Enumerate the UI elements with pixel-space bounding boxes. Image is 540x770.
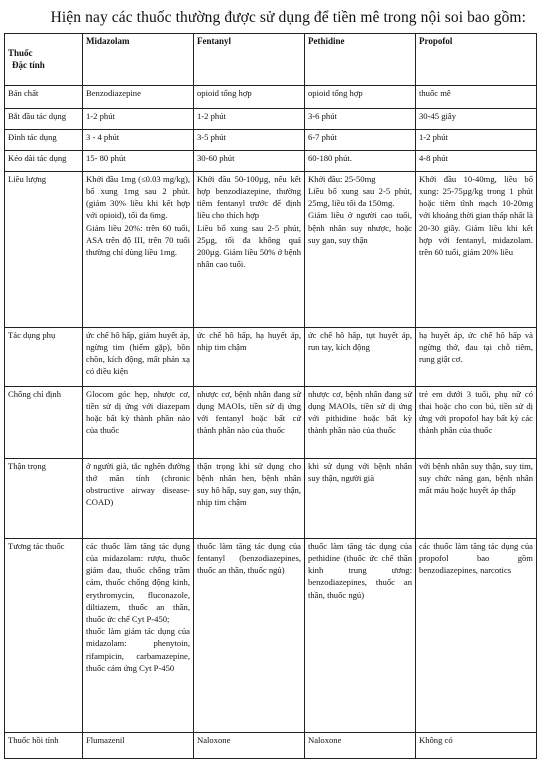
row-label: Bản chất: [5, 85, 83, 108]
table-cell: thuốc mê: [416, 85, 537, 108]
table-cell: 3-5 phút: [194, 129, 305, 150]
table-cell: các thuốc làm tăng tác dụng của midazolam: rượu, thuốc giảm đau, thuốc chống trầm cảm, thuốc chống động kinh, erythromycin, fluconazole, diltiazem, thuốc an thần, thuốc ức chế Cyt P-450; thuốc làm giảm tác dụng của midazolam: phenytoin, rifampicin, carbamazepine, thuốc cảm ứng Cyt P-450: [83, 538, 194, 732]
table-row: [5, 458, 537, 538]
table-cell: Flumazenil: [83, 732, 194, 758]
header-propofol: Propofol: [416, 34, 537, 86]
table-cell: hạ huyết áp, ức chế hô hấp và ngừng thở, đau tại chỗ tiêm, rung giật cơ.: [416, 327, 537, 386]
row-label: Đỉnh tác dụng: [5, 129, 83, 150]
row-label: Chống chỉ định: [5, 386, 83, 458]
table-cell: 1-2 phút: [194, 108, 305, 129]
table-cell: khi sử dụng với bệnh nhân suy thận, người già: [305, 458, 416, 538]
table-cell: ở người già, tắc nghẽn đường thở mãn tính (chronic obstructive airway disease- COAD): [83, 458, 194, 538]
table-row: [5, 150, 537, 171]
row-label: Thận trọng: [5, 458, 83, 538]
table-cell: nhược cơ, bệnh nhân đang sử dụng MAOIs, tiền sử dị ứng với pithidine hoặc bất kỳ thành phần nào của thuốc: [305, 386, 416, 458]
table-cell: Khởi đầu 10-40mg, liều bổ xung: 25-75µg/kg trong 1 phút hoặc tiêm tĩnh mạch 10-20mg với khoảng thời gian thấp nhất là 20-30 giây. Giảm liều khi kết hợp với fentanyl, midazolam. trên 60 tuổi, giảm 20% liều: [416, 171, 537, 327]
table-cell: thuốc làm tăng tác dụng của pethidine (thuốc ức chế thần kinh trung ương: benzodiazepines, thuốc an thần, thuốc ngủ): [305, 538, 416, 732]
table-cell: opioid tổng hợp: [305, 85, 416, 108]
table-row: [5, 171, 537, 327]
table-row: [5, 108, 537, 129]
row-label: Liều lượng: [5, 171, 83, 327]
table-cell: Khởi đầu 1mg (≤0.03 mg/kg), bổ xung 1mg sau 2 phút. (giảm 30% liều khi kết hợp với opioid), tối đa 6mg. Giảm liều 20%: trên 60 tuổi, ASA trên độ III, trên 70 tuổi thường chỉ dùng liều 1mg.: [83, 171, 194, 327]
table-cell: thuốc làm tăng tác dụng của fentanyl (benzodiazepines, thuốc an thần, thuốc ngủ): [194, 538, 305, 732]
table-cell: 3 - 4 phút: [83, 129, 194, 150]
header-corner-cell: [5, 34, 83, 86]
table-cell: thận trọng khi sử dụng cho bệnh nhân hen, bệnh nhân suy hô hấp, suy gan, suy thận, nhịp tim chậm: [194, 458, 305, 538]
table-cell: Glocom góc hẹp, nhược cơ, tiền sử dị ứng với diazepam hoặc bất kỳ thành phần nào của thuốc: [83, 386, 194, 458]
table-cell: Không có: [416, 732, 537, 758]
table-cell: với bệnh nhân suy thận, suy tim, suy chức năng gan, bệnh nhân mất máu hoặc huyết áp thấp: [416, 458, 537, 538]
table-cell: Khởi đầu: 25-50mg Liều bổ xung sau 2-5 phút, 25mg, liều tối đa 150mg. Giảm liều ở người cao tuổi, bệnh nhân suy nhược, hoặc suy gan, suy thận: [305, 171, 416, 327]
table-cell: các thuốc làm tăng tác dụng của propofol bao gồm benzodiazepines, narcotics: [416, 538, 537, 732]
table-row: [5, 538, 537, 732]
table-cell: 1-2 phút: [83, 108, 194, 129]
table-row: [5, 732, 537, 758]
row-label: Tương tác thuốc: [5, 538, 83, 732]
table-cell: ức chế hô hấp, tụt huyết áp, run tay, kích động: [305, 327, 416, 386]
table-cell: 1-2 phút: [416, 129, 537, 150]
table-row: [5, 386, 537, 458]
page-title: Hiện nay các thuốc thường được sử dụng để tiền mê trong nội soi bao gồm:: [50, 9, 526, 26]
table-cell: nhược cơ, bệnh nhân đang sử dụng MAOIs, tiền sử dị ứng với fentanyl hoặc bất cứ thành phần nào của thuốc: [194, 386, 305, 458]
table-row: [5, 85, 537, 108]
table-cell: 30-60 phút: [194, 150, 305, 171]
drug-comparison-table: [4, 33, 537, 759]
table-cell: Naloxone: [305, 732, 416, 758]
row-label: Tác dụng phụ: [5, 327, 83, 386]
table-cell: 3-6 phút: [305, 108, 416, 129]
table-cell: 4-8 phút: [416, 150, 537, 171]
table-cell: 15- 80 phút: [83, 150, 194, 171]
row-label: Thuốc hồi tỉnh: [5, 732, 83, 758]
table-row: [5, 129, 537, 150]
table-cell: opioid tổng hợp: [194, 85, 305, 108]
table-cell: Benzodiazepine: [83, 85, 194, 108]
table-cell: 60-180 phút.: [305, 150, 416, 171]
table-cell: trẻ em dưới 3 tuổi, phụ nữ có thai hoặc cho con bú, tiền sử dị ứng với propofol hay bất kỳ các thành phần của thuốc: [416, 386, 537, 458]
table-row: [5, 327, 537, 386]
table-header-row: [5, 34, 537, 86]
row-label: Bắt đầu tác dụng: [5, 108, 83, 129]
table-cell: 30-45 giây: [416, 108, 537, 129]
table-cell: 6-7 phút: [305, 129, 416, 150]
table-cell: Khởi đầu 50-100µg, nếu kết hợp benzodiazepine, thường tiêm fentanyl trước để định liều cho thích hợp Liều bổ xung sau 2-5 phút, 25µg, tối đa không quá 200µg. Giảm liều 50% ở bệnh nhân cao tuổi.: [194, 171, 305, 327]
header-property-label: Đặc tính: [12, 60, 45, 71]
header-fentanyl: Fentanyl: [194, 34, 305, 86]
header-midazolam: Midazolam: [83, 34, 194, 86]
header-drug-label: Thuốc: [8, 48, 33, 59]
table-cell: Naloxone: [194, 732, 305, 758]
row-label: Kéo dài tác dụng: [5, 150, 83, 171]
header-pethidine: Pethidine: [305, 34, 416, 86]
table-cell: ức chế hô hấp, giảm huyết áp, ngừng tim (hiếm gặp), bồn chồn, kích động, mất phản xạ có điều kiện: [83, 327, 194, 386]
table-cell: ức chế hô hấp, hạ huyết áp, nhịp tim chậm: [194, 327, 305, 386]
